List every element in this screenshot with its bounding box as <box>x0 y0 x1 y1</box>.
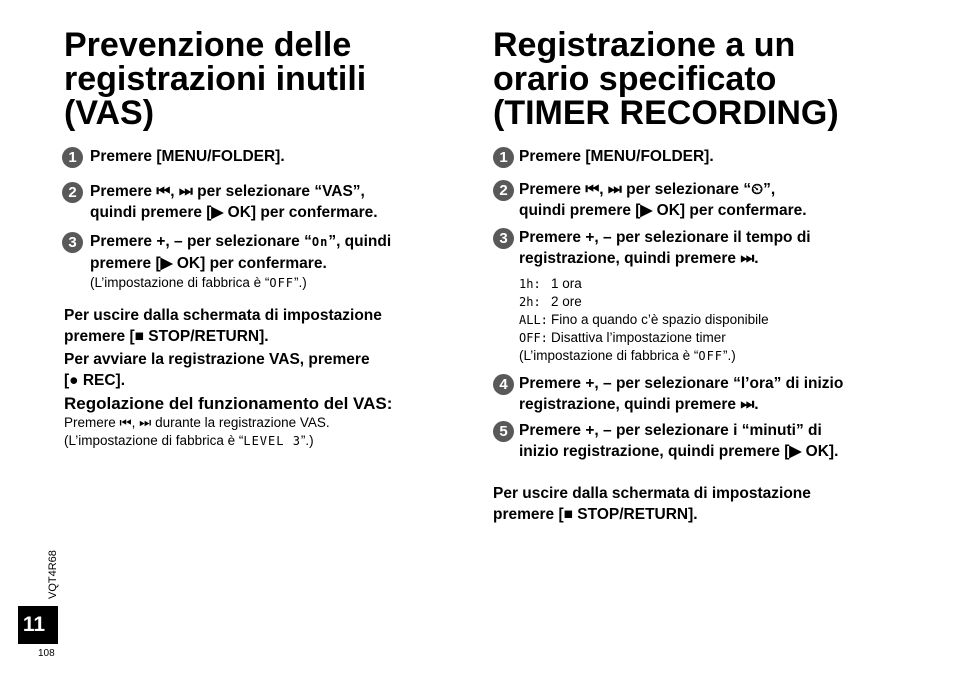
option-row: 2h: 2 ore <box>519 294 582 309</box>
right-step-4 <box>493 373 933 415</box>
left-start-instruction: Per avviare la registrazione VAS, premere [● REC]. <box>64 351 370 389</box>
right-title-line: (TIMER RECORDING) <box>493 94 839 132</box>
left-title-line: (VAS) <box>64 94 155 132</box>
step-number: 3 <box>493 228 514 249</box>
step-text: registrazione, quindi premere ⏭. <box>519 250 759 267</box>
step-text: quindi premere [▶ OK] per confermare. <box>519 202 807 219</box>
right-step-3 <box>493 227 933 269</box>
left-step-2 <box>64 181 464 223</box>
display-on-glyph: On <box>311 235 329 249</box>
step-text: Premere ⏮, ⏭ per selezionare “⏲”, <box>519 181 776 198</box>
right-exit-instruction: Per uscire dalla schermata di impostazione premere [■ STOP/RETURN]. <box>493 485 811 523</box>
step-text: Premere [MENU/FOLDER]. <box>90 148 285 165</box>
option-row: OFF: Disattiva l’impostazione timer <box>519 330 726 345</box>
step-text: Premere +, – per selezionare “l’ora” di inizio <box>519 375 844 392</box>
left-title-line: Prevenzione delle <box>64 26 352 64</box>
left-title <box>64 28 464 130</box>
step-text: inizio registrazione, quindi premere [▶ OK]. <box>519 443 839 460</box>
adjust-heading: Regolazione del funzionamento del VAS: <box>64 394 393 413</box>
display-off-glyph: OFF <box>269 276 295 290</box>
adjust-text: Premere ⏮, ⏭ durante la registrazione VAS. <box>64 415 330 430</box>
step-number: 2 <box>493 180 514 201</box>
step-number: 4 <box>493 374 514 395</box>
step-text: registrazione, quindi premere ⏭. <box>519 396 759 413</box>
left-step-3 <box>64 231 464 292</box>
step-text: Premere +, – per selezionare “On”, quindi <box>90 233 392 250</box>
option-row: 1h: 1 ora <box>519 276 582 291</box>
step-text: Premere [MENU/FOLDER]. <box>519 148 714 165</box>
display-off-glyph: OFF <box>698 349 724 363</box>
right-title <box>493 28 933 130</box>
adjust-note: (L’impostazione di fabbrica è “LEVEL 3”.) <box>64 433 314 448</box>
step-text: quindi premere [▶ OK] per confermare. <box>90 204 378 221</box>
right-step-2 <box>493 179 933 221</box>
display-level-glyph: LEVEL 3 <box>243 434 301 448</box>
options-note: (L’impostazione di fabbrica è “OFF”.) <box>519 348 736 363</box>
step-number: 1 <box>62 147 83 168</box>
step-number: 2 <box>62 182 83 203</box>
right-title-line: Registrazione a un <box>493 26 796 64</box>
right-step-5 <box>493 420 933 462</box>
right-step-1 <box>493 146 933 167</box>
right-title-line: orario specificato <box>493 60 777 98</box>
left-column <box>64 28 464 450</box>
step-number: 5 <box>493 421 514 442</box>
step-text: Premere ⏮, ⏭ per selezionare “VAS”, <box>90 183 365 200</box>
step-note: (L’impostazione di fabbrica è “OFF”.) <box>90 275 307 290</box>
step-text: Premere +, – per selezionare il tempo di <box>519 229 811 246</box>
timer-options <box>493 275 933 365</box>
model-code: VQT4R68 <box>47 550 59 599</box>
left-step-1 <box>64 146 464 167</box>
left-exit-instruction: Per uscire dalla schermata di impostazione premere [■ STOP/RETURN]. <box>64 307 382 345</box>
option-row: ALL: Fino a quando c’è spazio disponibile <box>519 312 769 327</box>
right-column <box>493 28 933 525</box>
page-number-badge: 11 <box>18 606 58 644</box>
step-text: premere [▶ OK] per confermare. <box>90 255 327 272</box>
step-number: 3 <box>62 232 83 253</box>
step-number: 1 <box>493 147 514 168</box>
step-text: Premere +, – per selezionare i “minuti” di <box>519 422 822 439</box>
left-title-line: registrazioni inutili <box>64 60 367 98</box>
page-number-small: 108 <box>38 648 55 659</box>
